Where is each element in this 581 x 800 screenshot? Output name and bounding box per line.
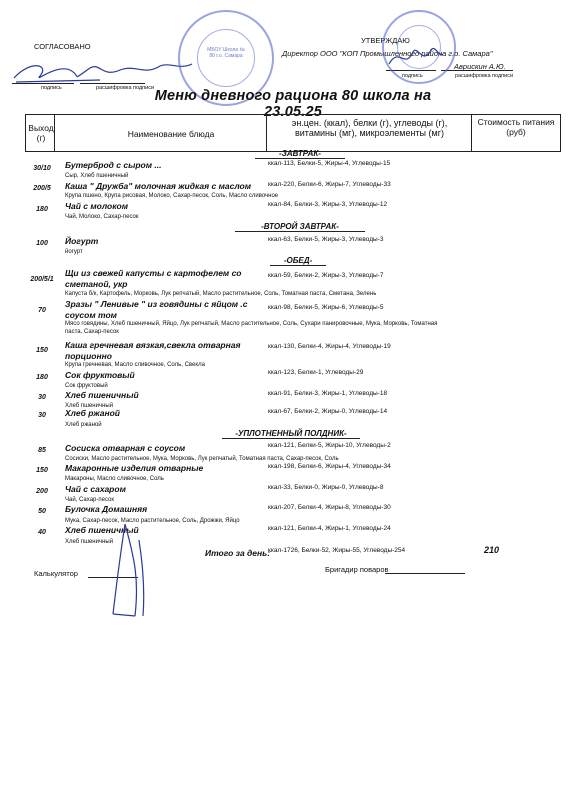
item-yield: 30 xyxy=(38,412,46,419)
page-title: Меню дневного рациона 80 школа на 23.05.25 xyxy=(154,88,432,120)
agreed-label: СОГЛАСОВАНО xyxy=(34,42,91,51)
dish-ingredients: Мука, Сахар-песок, Масло растительное, Соль, Дрожжи, Яйцо xyxy=(65,518,240,524)
dish-nutrition: ккал-84, Белки-3, Жиры-3, Углеводы-12 xyxy=(268,201,388,208)
item-yield: 150 xyxy=(36,347,48,354)
dish-nutrition: ккал-198, Белки-6, Жиры-4, Углеводы-34 xyxy=(268,463,391,470)
item-yield: 30/10 xyxy=(33,165,51,172)
dish-ingredients: Макароны, Масло сливочное, Соль xyxy=(65,476,164,482)
dish-nutrition: ккал-91, Белки-3, Жиры-1, Углеводы-18 xyxy=(268,390,388,397)
dish-ingredients: йогурт xyxy=(65,249,83,255)
calculator-label: Калькулятор xyxy=(34,569,78,578)
director-transcript-caption: расшифровка подписи xyxy=(455,73,514,79)
item-yield: 85 xyxy=(38,447,46,454)
approved-label: УТВЕРЖДАЮ xyxy=(361,36,410,45)
dish-ingredients: Хлеб пшеничный xyxy=(65,403,114,409)
dish-name: Чай с молоком xyxy=(65,201,129,211)
dish-ingredients: Сок фруктовый xyxy=(65,383,108,389)
director-signature xyxy=(385,40,445,72)
item-yield: 100 xyxy=(36,240,48,247)
dish-name: Йогурт xyxy=(65,236,99,246)
dish-nutrition: ккал-207, Белки-4, Жиры-8, Углеводы-30 xyxy=(268,504,391,511)
agreed-signature xyxy=(10,56,200,88)
section-title-second-breakfast: -ВТОРОЙ ЗАВТРАК- xyxy=(235,222,365,232)
dish-name: Каша гречневая вязкая,свекла отварная порционно xyxy=(65,340,241,361)
section-title-breakfast: -ЗАВТРАК- xyxy=(255,149,345,159)
dish-name: Хлеб ржаной xyxy=(65,408,120,418)
dish-ingredients: Мясо говядины, Хлеб пшеничный, Яйцо, Лук репчатый, Масло растительное, Соль, Сухари панировочные, Мука, Морковь, Томатная паста, Сахар-песок xyxy=(65,321,438,335)
dish-ingredients: Крупа пшено, Крупа рисовая, Молоко, Сахар-песок, Соль, Масло сливочное xyxy=(65,193,279,199)
section-title-afternoon-snack: -УПЛОТНЕННЫЙ ПОЛДНИК- xyxy=(222,429,360,439)
item-yield: 150 xyxy=(36,467,48,474)
dish-name: Бутерброд с сыром ... xyxy=(65,160,162,170)
dish-nutrition: ккал-98, Белки-5, Жиры-6, Углеводы-5 xyxy=(268,304,384,311)
brigadier-signature-line xyxy=(385,573,465,574)
dish-ingredients: Хлеб пшеничный xyxy=(65,539,114,545)
item-yield: 200/5/1 xyxy=(30,276,54,283)
total-nutrition: ккал-1726, Белки-52, Жиры-55, Углеводы-254 xyxy=(268,547,406,554)
dish-nutrition: ккал-63, Белки-5, Жиры-3, Углеводы-3 xyxy=(268,236,384,243)
dish-name: Хлеб пшеничный xyxy=(65,525,139,535)
dish-name: Булочка Домашняя xyxy=(65,504,148,514)
director-signature-caption: подпись xyxy=(402,73,423,79)
item-yield: 70 xyxy=(38,307,46,314)
dish-name: Сок фруктовый xyxy=(65,370,135,380)
item-yield: 30 xyxy=(38,394,46,401)
dish-nutrition: ккал-123, Белки-1, Углеводы-29 xyxy=(268,369,364,376)
dish-nutrition: ккал-121, Белки-5, Жиры-10, Углеводы-2 xyxy=(268,442,391,449)
dish-ingredients: Сыр, Хлеб пшеничный xyxy=(65,173,129,179)
col-yield: Выход (г) xyxy=(28,123,54,143)
col-cost: Стоимость питания (руб) xyxy=(477,117,555,137)
director-name: Аврискин А.Ю. xyxy=(454,62,506,71)
total-label: Итого за день: xyxy=(205,548,271,558)
dish-nutrition: ккал-33, Белки-0, Жиры-0, Углеводы-8 xyxy=(268,484,384,491)
table-header xyxy=(25,114,561,152)
dish-nutrition: ккал-67, Белки-2, Жиры-0, Углеводы-14 xyxy=(268,408,388,415)
dish-nutrition: ккал-130, Белки-4, Жиры-4, Углеводы-19 xyxy=(268,343,391,350)
school-stamp-text: МБОУ Школа № 80 г.о. Самара xyxy=(207,47,245,59)
dish-nutrition: ккал-220, Белки-6, Жиры-7, Углеводы-33 xyxy=(268,181,391,188)
director-title: Директор ООО "КОП Промышленного района г.о. Самара" xyxy=(282,49,493,58)
col-nutrition: эн.цен. (ккал), белки (г), углеводы (г), витамины (мг), микроэлементы (мг) xyxy=(291,118,448,138)
dish-name: Зразы " Ленивые " из говядины с яйцом .с соусом том xyxy=(65,299,248,320)
dish-name: Хлеб пшеничный xyxy=(65,390,139,400)
item-yield: 200/5 xyxy=(33,185,51,192)
section-title-lunch: -ОБЕД- xyxy=(270,256,326,266)
dish-ingredients: Крупа гречневая, Масло сливочное, Соль, Свекла xyxy=(65,362,205,368)
dish-ingredients: Сосиски, Масло растительное, Мука, Морковь, Лук репчатый, Томатная паста, Сахар-песок, Соль xyxy=(65,456,339,462)
agreed-transcript-caption: расшифровка подписи xyxy=(96,85,155,91)
dish-nutrition: ккал-121, Белки-4, Жиры-1, Углеводы-24 xyxy=(268,525,391,532)
item-yield: 40 xyxy=(38,529,46,536)
total-cost: 210 xyxy=(484,545,500,555)
dish-nutrition: ккал-59, Белки-2, Жиры-3, Углеводы-7 xyxy=(268,272,384,279)
item-yield: 200 xyxy=(36,488,48,495)
agreed-signature-caption: подпись xyxy=(41,85,62,91)
pen-scrawl xyxy=(95,520,165,620)
dish-ingredients: Хлеб ржаной xyxy=(65,422,102,428)
dish-ingredients: Чай, Молоко, Сахар-песок xyxy=(65,214,139,220)
dish-name: Чай с сахаром xyxy=(65,484,126,494)
brigadier-label: Бригадир поваров xyxy=(325,565,389,574)
col-name: Наименование блюда xyxy=(127,129,215,139)
dish-ingredients: Чай, Сахар-песок xyxy=(65,497,114,503)
dish-ingredients: Капуста б/к, Картофель, Морковь, Лук репчатый, Масло растительное, Соль, Томатная паста, Сметана, Зелень xyxy=(65,291,377,297)
dish-name: Сосиска отварная с соусом xyxy=(65,443,186,453)
dish-name: Каша " Дружба" молочная жидкая с маслом xyxy=(65,181,251,191)
dish-nutrition: ккал-113, Белки-5, Жиры-4, Углеводы-15 xyxy=(268,160,391,167)
item-yield: 50 xyxy=(38,508,46,515)
dish-name: Щи из свежей капусты с картофелем со сметаной, укр xyxy=(65,268,242,289)
item-yield: 180 xyxy=(36,206,48,213)
item-yield: 180 xyxy=(36,374,48,381)
dish-name: Макаронные изделия отварные xyxy=(65,463,204,473)
